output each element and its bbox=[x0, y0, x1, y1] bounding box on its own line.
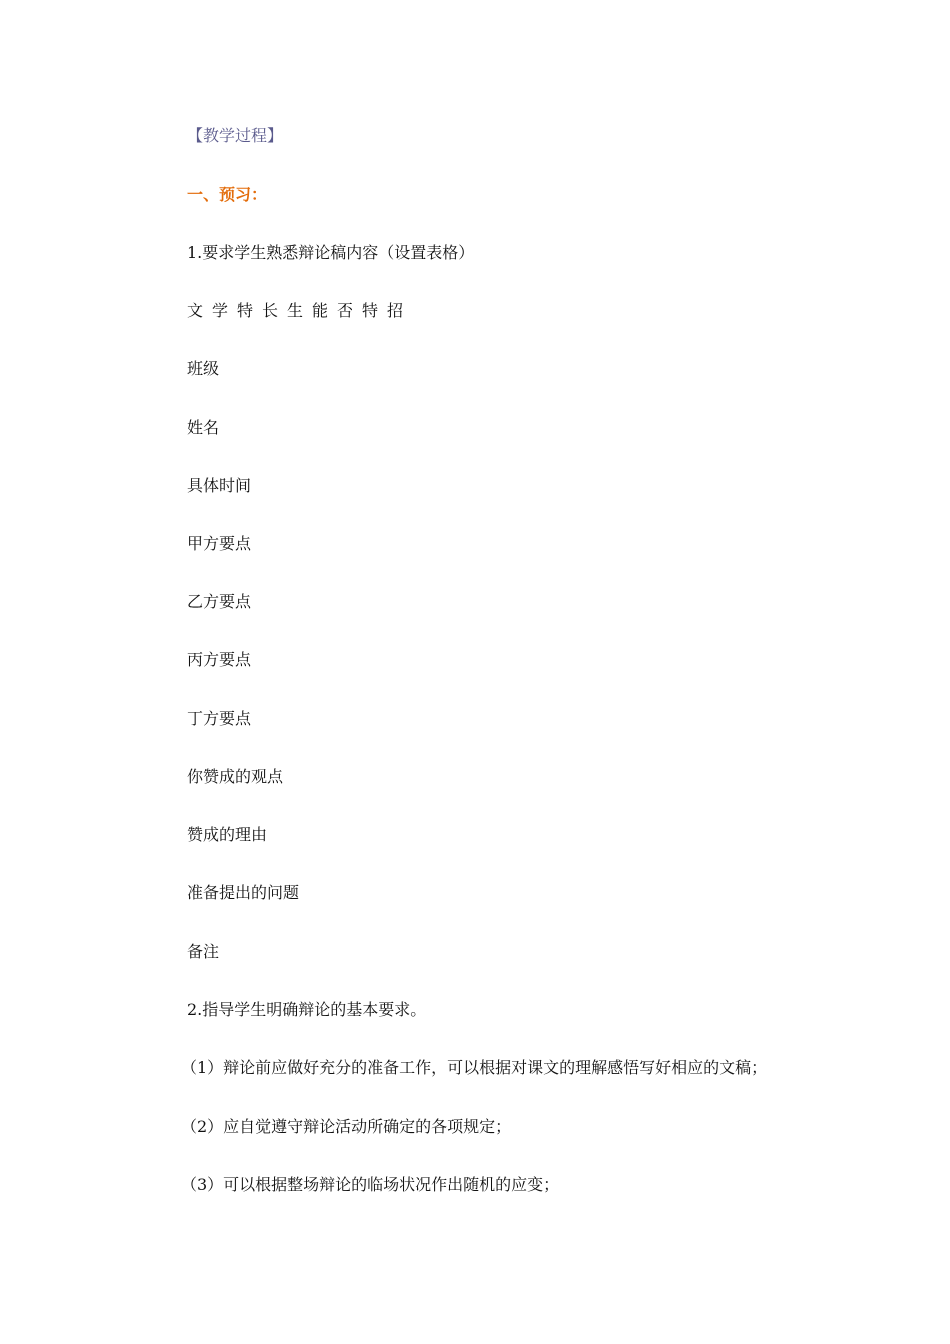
subsection-title: 一、预习： bbox=[187, 185, 268, 204]
requirement-item: （2）应自觉遵守辩论活动所确定的各项规定； bbox=[181, 1117, 512, 1136]
table-row: 班级 bbox=[187, 359, 220, 378]
table-row: 具体时间 bbox=[187, 476, 252, 495]
table-row: 丙方要点 bbox=[187, 650, 252, 669]
item-2-text: 2.指导学生明确辩论的基本要求。 bbox=[187, 1000, 427, 1019]
table-row: 赞成的理由 bbox=[187, 825, 268, 844]
table-row: 准备提出的问题 bbox=[187, 883, 300, 902]
table-title: 文学特长生能否特招 bbox=[187, 301, 413, 320]
section-title: 【教学过程】 bbox=[187, 126, 284, 145]
item-1-text: 1.要求学生熟悉辩论稿内容（设置表格） bbox=[187, 243, 475, 262]
table-row: 丁方要点 bbox=[187, 709, 252, 728]
table-row: 甲方要点 bbox=[187, 534, 252, 553]
table-row: 姓名 bbox=[187, 418, 220, 437]
table-row: 乙方要点 bbox=[187, 592, 252, 611]
requirement-item: （3）可以根据整场辩论的临场状况作出随机的应变； bbox=[181, 1175, 560, 1194]
table-row: 备注 bbox=[187, 942, 220, 961]
table-row: 你赞成的观点 bbox=[187, 767, 284, 786]
requirement-item: （1）辩论前应做好充分的准备工作，可以根据对课文的理解感悟写好相应的文稿； bbox=[181, 1058, 768, 1077]
